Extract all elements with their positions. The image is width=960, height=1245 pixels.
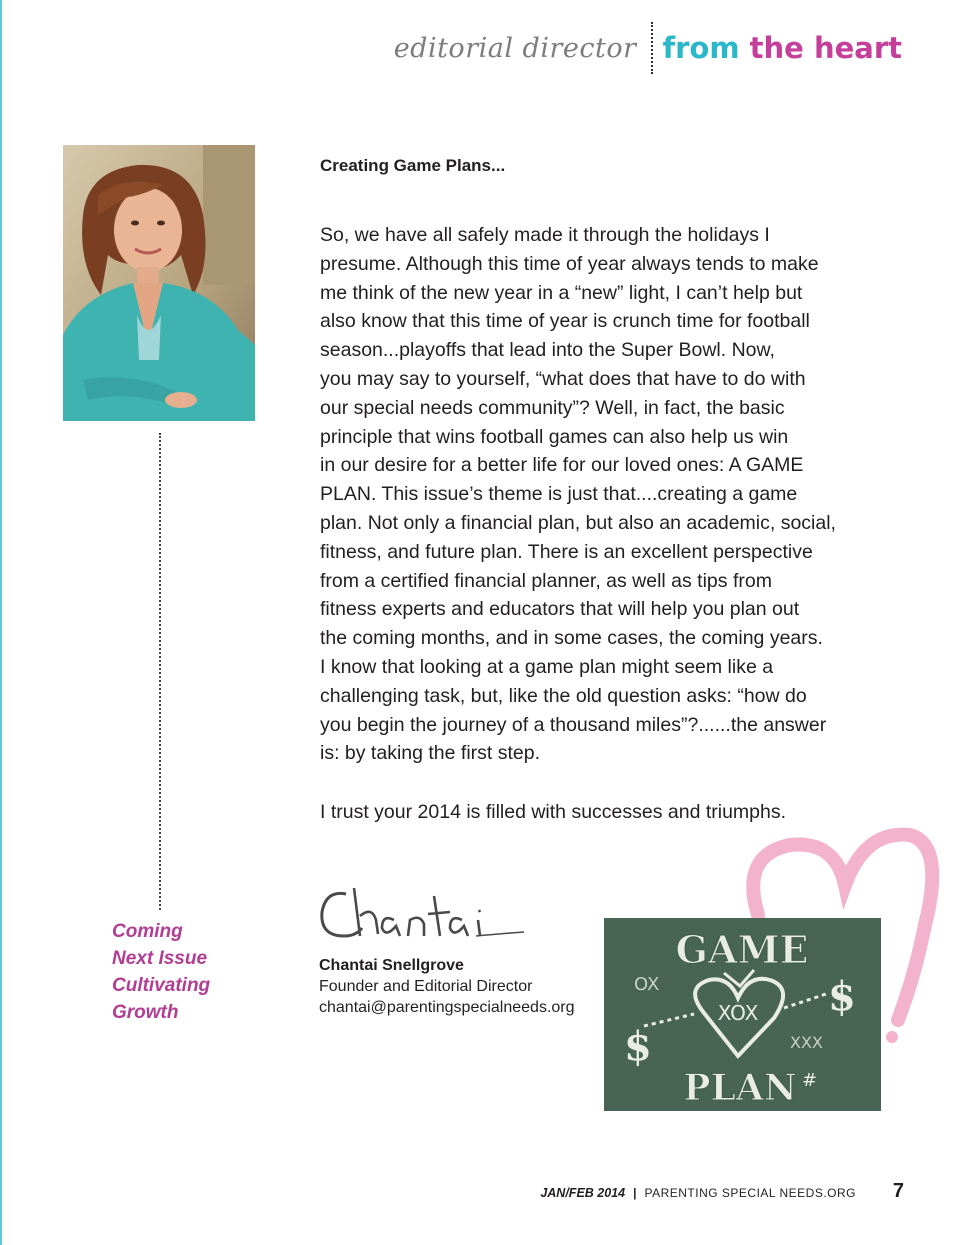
left-edge-rule	[0, 0, 2, 1245]
coming-line: Growth	[112, 1002, 179, 1023]
page-footer	[540, 1186, 856, 1200]
column-title	[663, 31, 903, 65]
chalk-center-mark: XOX	[717, 1001, 759, 1025]
closing-sentence: I trust your 2014 is filled with successes and triumphs.	[320, 801, 787, 823]
body-line: presume. Although this time of year always tends to make	[320, 252, 819, 275]
body-line: you may say to yourself, “what does that have to do with	[320, 367, 806, 390]
page-header	[394, 22, 902, 74]
body-line: principle that wins football games can also help us win	[320, 425, 789, 448]
body-line: So, we have all safely made it through the holidays I	[320, 224, 770, 246]
header-divider	[651, 22, 653, 74]
chalk-mark-ox: OX	[634, 974, 660, 995]
issue-date: JAN/FEB 2014	[540, 1186, 626, 1200]
coming-next-issue	[112, 918, 210, 1026]
coming-line: Coming	[112, 921, 183, 942]
hash-icon: #	[802, 1070, 818, 1091]
author-email: chantai@parentingspecialneeds.org	[319, 999, 575, 1016]
sidebar-dotted-rule	[159, 433, 161, 910]
body-line: fitness experts and educators that will help you plan out	[320, 598, 800, 621]
chalk-word-bottom: PLAN	[683, 1067, 797, 1109]
author-photo-illustration	[63, 145, 255, 421]
article-body	[320, 221, 835, 768]
column-title-part1: from	[662, 31, 740, 65]
footer-separator: |	[633, 1186, 637, 1200]
body-line: from a certified financial planner, as well as tips from	[320, 569, 772, 592]
body-line: PLAN. This issue’s theme is just that....creating a game	[320, 483, 798, 506]
page-number: 7	[892, 1180, 904, 1202]
author-photo	[63, 145, 255, 421]
author-role: Founder and Editorial Director	[319, 978, 533, 995]
publication-site: PARENTING SPECIAL NEEDS.ORG	[644, 1186, 856, 1200]
body-line: in our desire for a better life for our loved ones: A GAME	[320, 454, 804, 477]
game-plan-chalkboard-image	[604, 918, 881, 1111]
body-line: also know that this time of year is crunch time for football	[320, 310, 810, 333]
signature-block	[319, 955, 575, 1018]
body-line: plan. Not only a financial plan, but also an academic, social,	[320, 511, 836, 534]
article-title: Creating Game Plans...	[320, 156, 506, 175]
section-label: editorial director	[393, 32, 637, 64]
body-line: the coming months, and in some cases, the coming years.	[320, 627, 823, 650]
handwritten-signature	[316, 880, 526, 948]
coming-line: Cultivating	[112, 975, 211, 996]
body-line: is: by taking the first step.	[320, 742, 541, 765]
chalk-mark-xxx: XXX	[790, 1033, 823, 1052]
chalkboard-illustration	[604, 918, 881, 1111]
body-line: fitness, and future plan. There is an excellent perspective	[320, 540, 813, 563]
author-name: Chantai Snellgrove	[319, 957, 464, 974]
dollar-sign-icon: $	[624, 1023, 652, 1070]
chalk-word-top: GAME	[675, 927, 809, 972]
body-line: challenging task, but, like the old question asks: “how do	[320, 684, 807, 707]
dollar-sign-icon: $	[828, 973, 856, 1020]
body-line: me think of the new year in a “new” light, I can’t help but	[320, 281, 803, 304]
column-title-part2: the heart	[749, 31, 902, 65]
body-line: you begin the journey of a thousand miles”?......the answer	[320, 713, 827, 736]
body-line: season...playoffs that lead into the Super Bowl. Now,	[320, 339, 775, 362]
body-line: I know that looking at a game plan might seem like a	[320, 655, 774, 678]
body-line: our special needs community”? Well, in fact, the basic	[320, 396, 785, 419]
coming-line: Next Issue	[112, 948, 208, 969]
